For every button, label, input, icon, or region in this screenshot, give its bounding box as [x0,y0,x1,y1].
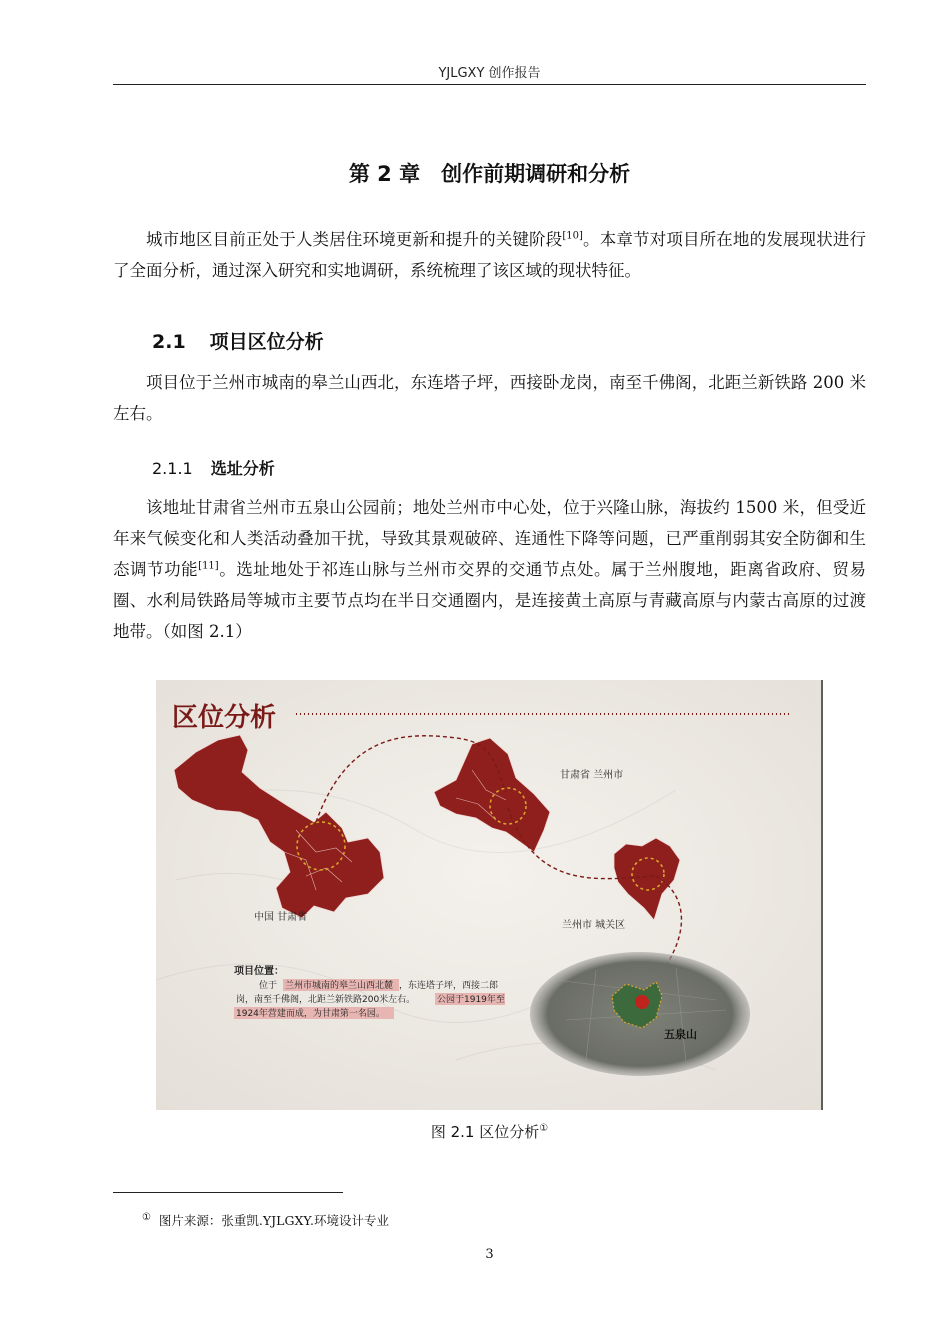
section-number: 2.1 [152,331,186,353]
footnote-mark: ① [142,1211,151,1223]
caption-text: 图 2.1 区位分析 [430,1123,540,1141]
site-text-1: 该地址甘肃省兰州市五泉山公园前；地处兰州市中心处，位于兴隆山脉，海拔约 1500 米，但受近年来气候变化和人类活动叠加干扰，导致其景观破碎、连通性下降等问题，已严重削弱其安全防御和生态调节功能 [113,498,866,579]
subsection-number: 2.1.1 [152,459,193,478]
section-2-1-paragraph: 项目位于兰州市城南的皋兰山西北，东连塔子坪，西接卧龙岗，南至千佛阁，北距兰新铁路 200 米左右。 [113,373,866,423]
info-line-1-highlight: 兰州市城南的皋兰山西北麓 [285,981,394,991]
info-title: 项目位置： [234,966,284,977]
caption-footnote-mark: ① [539,1123,549,1134]
header-divider [113,84,866,85]
project-site-marker [635,995,649,1009]
label-gansu-lanzhou: 甘肃省 兰州市 [560,770,624,781]
subsection-heading-2-1-1 [152,456,275,479]
figure-canvas [156,680,823,1110]
footnote-divider [113,1192,343,1193]
intro-text-2: 。本章节对项目所在地的发展现状进行了全面分析，通过深入研究和实地调研，系统梳理了该区域的现状特征。 [113,230,867,280]
figure-heading: 区位分析 [172,703,277,733]
info-line-2-highlight: 公园于1919年至 [437,995,505,1005]
label-wuquan-park: 五泉山 [664,1028,697,1041]
info-line-1-suffix: ，东连塔子坪，西接二郎 [399,981,499,991]
location-analysis-figure [156,680,823,1110]
site-analysis-paragraph [113,492,866,647]
info-line-2-prefix: 岗，南至千佛阁，北距兰新铁路200米左右。 [236,995,416,1005]
chapter-title: 第 2 章 创作前期调研和分析 [348,162,631,186]
citation-11: [11] [198,560,219,572]
info-line-1-prefix: 位于 [259,981,278,991]
intro-text-1: 城市地区目前正处于人类居住环境更新和提升的关键阶段 [146,230,563,249]
citation-10: [10] [562,230,583,242]
intro-paragraph [113,224,866,286]
subsection-title: 选址分析 [210,459,275,478]
info-line-3-highlight: 1924年营建而成，为甘肃第一名园。 [236,1009,385,1019]
running-header: YJLGXY 创作报告 [438,66,541,81]
label-lanzhou-chengguan: 兰州市 城关区 [562,920,626,931]
figure-caption [113,1121,866,1142]
page-number: 3 [485,1247,494,1262]
section-heading-2-1 [152,327,324,354]
footnote-text: 图片来源：张重凯.YJLGXY.环境设计专业 [158,1213,389,1228]
site-text-2: 。选址地处于祁连山脉与兰州市交界的交通节点处。属于兰州腹地，距离省政府、贸易圈、水利局铁路局等城市主要节点均在半日交通圈内，是连接黄土高原与青藏高原与内蒙古高原的过渡地带。（如图 2.1） [113,560,867,641]
section-title: 项目区位分析 [209,331,324,353]
footnote [142,1211,389,1229]
label-china-gansu: 中国 甘肃省 [254,912,308,923]
